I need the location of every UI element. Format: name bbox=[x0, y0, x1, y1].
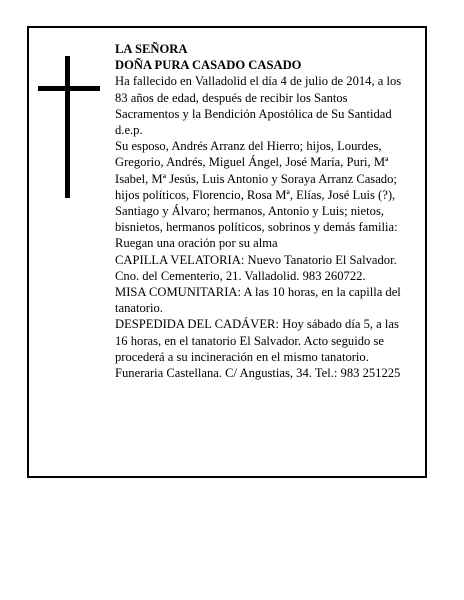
mass-info: MISA COMUNITARIA: A las 10 horas, en la capilla del tanatorio. bbox=[115, 285, 401, 316]
title-line: LA SEÑORA bbox=[115, 42, 188, 56]
family-list: Su esposo, Andrés Arranz del Hierro; hijos, Lourdes, Gregorio, Andrés, Miguel Ángel, José María, Puri, Mª Isabel, Mª Jesús, Luis Antonio y Soraya Arranz Casado; hijos políticos, Florencio, Rosa Mª, Elías, José Luis (?), Santiago y Álvaro; hermanos, Antonio y Luis; nietos, bisnietos, hermanos políticos, sobrinos y demás familia: bbox=[115, 139, 398, 235]
obituary-card bbox=[27, 26, 427, 478]
funeral-home-info: Funeraria Castellana. C/ Angustias, 34. Tel.: 983 251225 bbox=[115, 366, 401, 381]
death-announcement: Ha fallecido en Valladolid el día 4 de julio de 2014, a los 83 años de edad, después de recibir los Santos Sacramentos y la Bendición Apostólica de Su Santidad d.e.p. bbox=[115, 74, 402, 138]
cross-icon bbox=[38, 56, 100, 198]
farewell-info: DESPEDIDA DEL CADÁVER: Hoy sábado día 5, a las 16 horas, en el tanatorio El Salvador. Acto seguido se procederá a su incineración en el mismo tanatorio. bbox=[115, 317, 399, 364]
chapel-info: CAPILLA VELATORIA: Nuevo Tanatorio El Salvador. Cno. del Cementerio, 21. Valladolid. 983 260722. bbox=[115, 252, 397, 283]
obituary-text bbox=[115, 41, 411, 381]
deceased-name: DOÑA PURA CASADO CASADO bbox=[115, 58, 302, 73]
cross-vertical-bar bbox=[65, 56, 70, 198]
prayer-request: Ruegan una oración por su alma bbox=[115, 236, 278, 251]
cross-horizontal-bar bbox=[38, 86, 100, 91]
